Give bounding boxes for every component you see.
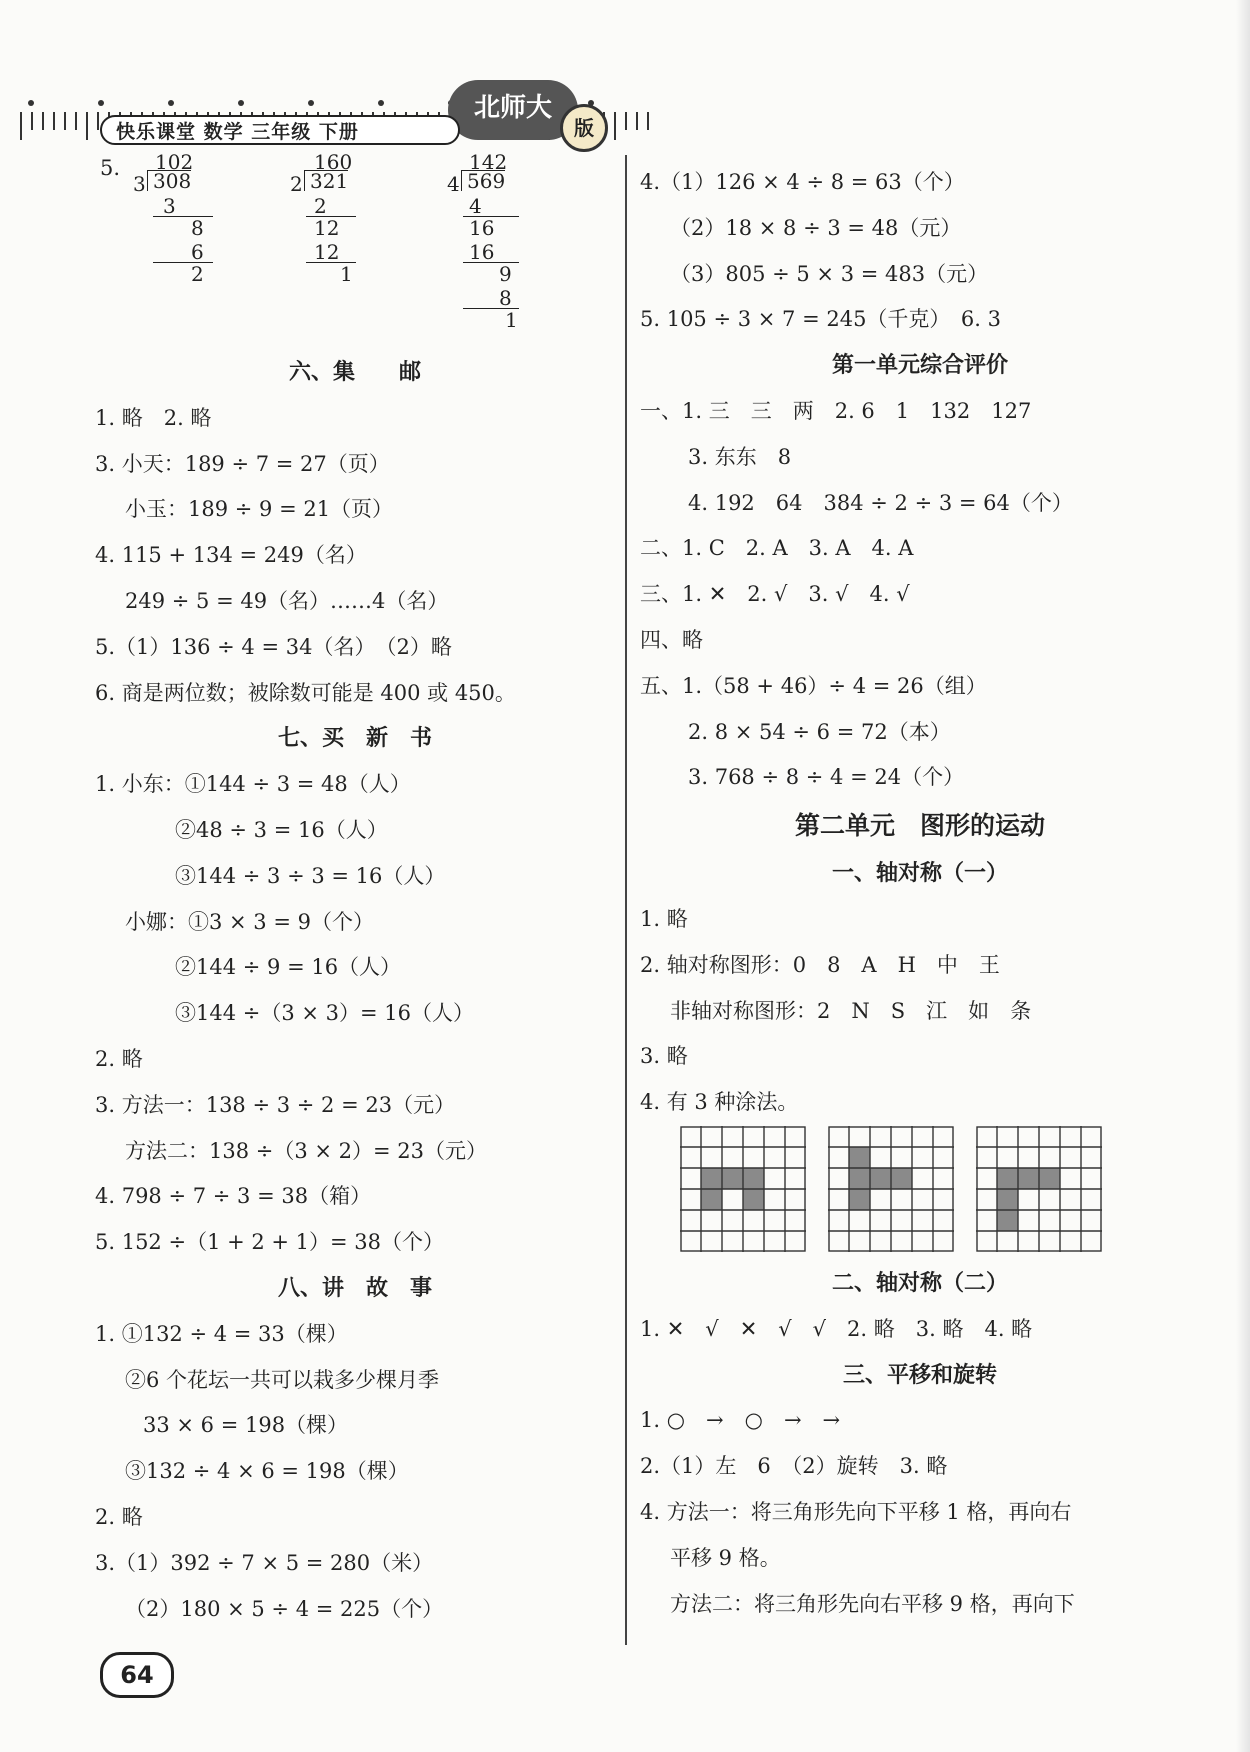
answer-line: 2. 略: [95, 1504, 143, 1529]
quotient: 160: [314, 150, 353, 174]
answer-line: 1. ○ → ○ → →: [640, 1408, 841, 1433]
answer-line: 4. 115 + 134 = 249（名）: [95, 543, 367, 568]
answer-line: 1. ✕ √ ✕ √ √ 2. 略 3. 略 4. 略: [640, 1316, 1033, 1341]
edition-badge: 北师大: [448, 80, 578, 140]
ruler-tick: [614, 112, 616, 140]
ruler-dot: [378, 100, 384, 106]
question-number: 5.: [100, 156, 121, 180]
answer-line: 249 ÷ 5 = 49（名）……4（名）: [125, 588, 449, 613]
answer-line: 1. 小东：①144 ÷ 3 = 48（人）: [95, 772, 411, 797]
answer-line: 5. 105 ÷ 3 × 7 = 245（千克） 6. 3: [640, 307, 1002, 332]
answer-line: 4. 798 ÷ 7 ÷ 3 = 38（箱）: [95, 1184, 372, 1209]
answer-line: 1. 略: [640, 906, 688, 931]
step-row: 9: [499, 262, 512, 286]
answer-line: 一、1. 三 三 两 2. 6 1 132 127: [640, 398, 1032, 423]
answer-line: 2. 8 × 54 ÷ 6 = 72（本）: [688, 719, 951, 744]
answer-line: 五、1.（58 + 46）÷ 4 = 26（组）: [640, 673, 987, 698]
answer-line: 3. 小天：189 ÷ 7 = 27（页）: [95, 451, 390, 476]
answer-line: 3. 略: [640, 1044, 688, 1069]
page-edge-shadow: [1236, 0, 1250, 1752]
answer-line: 5. 152 ÷（1 + 2 + 1）= 38（个）: [95, 1230, 445, 1255]
answer-line: 4. 方法一：将三角形先向下平移 1 格，再向右: [640, 1499, 1072, 1524]
unit-heading: 第二单元 图形的运动: [794, 811, 1045, 841]
coloring-grids: [640, 1126, 1200, 1261]
dividend: 569: [461, 170, 505, 191]
step-row: 1: [505, 308, 518, 332]
ruler-tick: [97, 112, 99, 130]
page-header: [20, 70, 670, 150]
answer-line: 33 × 6 = 198（棵）: [143, 1413, 349, 1438]
dividend: 308: [147, 170, 191, 191]
answer-line: 4. 有 3 种涂法。: [640, 1090, 799, 1115]
answer-line: 非轴对称图形：2 N S 江 如 条: [670, 998, 1032, 1023]
divisor: 3: [133, 172, 146, 196]
step-row: 12: [314, 240, 340, 264]
ruler-dot: [168, 100, 174, 106]
answer-line: 三、1. ✕ 2. √ 3. √ 4. √: [640, 582, 910, 607]
ruler-tick: [31, 112, 33, 130]
long-division-block: [95, 150, 615, 350]
answer-line: 2. 略: [95, 1046, 143, 1071]
section-heading: 二、轴对称（二）: [831, 1270, 1008, 1296]
answer-line: （2）180 × 5 ÷ 4 = 225（个）: [125, 1596, 444, 1621]
answer-line: 2. 轴对称图形：0 8 A H 中 王: [640, 952, 1000, 977]
step-row: 12: [314, 216, 340, 240]
answer-line: （3）805 ÷ 5 × 3 = 483（元）: [670, 261, 989, 286]
ruler-dot: [98, 100, 104, 106]
answer-line: 平移 9 格。: [670, 1545, 781, 1570]
answer-line: 1. ①132 ÷ 4 = 33（棵）: [95, 1321, 348, 1346]
answer-line: 3. 768 ÷ 8 ÷ 4 = 24（个）: [688, 765, 965, 790]
step-row: 16: [469, 216, 495, 240]
ruler-dot: [308, 100, 314, 106]
section-heading: 三、平移和旋转: [842, 1362, 997, 1388]
book-title-banner: 快乐课堂 数学 三年级 下册: [100, 115, 460, 145]
answer-line: 小娜：①3 × 3 = 9（个）: [125, 909, 374, 934]
section-heading: 八、讲 故 事: [277, 1275, 432, 1301]
dividend: 321: [304, 170, 348, 191]
ruler-tick: [75, 112, 77, 130]
step-row: 3: [163, 194, 176, 218]
ruler-dot: [238, 100, 244, 106]
grid-figure-3: [976, 1126, 1102, 1252]
answer-line: 1. 略 2. 略: [95, 405, 212, 430]
answer-line: ②6 个花坛一共可以栽多少棵月季: [125, 1367, 440, 1392]
ruler-tick: [64, 112, 66, 130]
divisor: 2: [290, 172, 303, 196]
section-heading: 一、轴对称（一）: [831, 861, 1008, 887]
answer-line: 6. 商是两位数；被除数可能是 400 或 450。: [95, 680, 516, 705]
answer-line: ③144 ÷ 3 ÷ 3 = 16（人）: [175, 863, 446, 888]
quotient: 142: [469, 150, 508, 174]
step-row: 2: [191, 262, 204, 286]
quotient: 102: [155, 150, 194, 174]
answer-line: 3. 东东 8: [688, 444, 792, 469]
answer-line: 4. 192 64 384 ÷ 2 ÷ 3 = 64（个）: [688, 490, 1073, 515]
section-heading: 六、集 邮: [288, 360, 421, 385]
answer-line: 二、1. C 2. A 3. A 4. A: [640, 536, 914, 561]
step-row: 8: [191, 216, 204, 240]
step-row: 4: [469, 194, 482, 218]
answer-line: 2.（1）左 6 （2）旋转 3. 略: [640, 1454, 948, 1479]
answer-line: ③132 ÷ 4 × 6 = 198（棵）: [125, 1459, 409, 1484]
section-heading: 七、买 新 书: [277, 726, 432, 752]
step-row: 2: [314, 194, 327, 218]
ruler-tick: [636, 112, 638, 130]
answer-line: ②48 ÷ 3 = 16（人）: [175, 817, 388, 842]
ruler-tick: [20, 112, 22, 140]
ruler-tick: [53, 112, 55, 130]
step-row: 16: [469, 240, 495, 264]
answer-line: 3.（1）392 ÷ 7 × 5 = 280（米）: [95, 1550, 434, 1575]
answer-line: 方法二：将三角形先向右平移 9 格，再向下: [670, 1591, 1075, 1616]
step-row: 1: [340, 262, 353, 286]
ruler-tick: [625, 112, 627, 130]
answer-line: 4.（1）126 × 4 ÷ 8 = 63（个）: [640, 170, 965, 194]
answer-line: 小玉：189 ÷ 9 = 21（页）: [125, 497, 394, 522]
answer-line: ②144 ÷ 9 = 16（人）: [175, 955, 402, 980]
grid-figure-1: [680, 1126, 806, 1252]
answer-line: ③144 ÷（3 × 3）= 16（人）: [175, 1001, 475, 1026]
ruler-tick: [42, 112, 44, 130]
left-column: [95, 150, 615, 1632]
page-number: 64: [100, 1652, 174, 1698]
answer-line: 3. 方法一：138 ÷ 3 ÷ 2 = 23（元）: [95, 1092, 456, 1117]
ruler-tick: [647, 112, 649, 130]
edition-suffix-badge: 版: [560, 104, 608, 152]
answer-line: 四、略: [640, 627, 703, 652]
column-divider: [625, 155, 627, 1645]
answer-line: 5.（1）136 ÷ 4 = 34（名） （2）略: [95, 634, 452, 659]
step-row: 6: [191, 240, 204, 264]
divisor: 4: [447, 172, 460, 196]
answer-line: 方法二：138 ÷（3 × 2）= 23（元）: [125, 1138, 488, 1163]
right-column: [640, 160, 1200, 1627]
ruler-tick: [86, 112, 88, 140]
answer-line: （2）18 × 8 ÷ 3 = 48（元）: [670, 215, 962, 240]
step-row: 8: [499, 286, 512, 310]
ruler-dot: [28, 100, 34, 106]
grid-figure-2: [828, 1126, 954, 1252]
section-heading: 第一单元综合评价: [831, 353, 1008, 379]
